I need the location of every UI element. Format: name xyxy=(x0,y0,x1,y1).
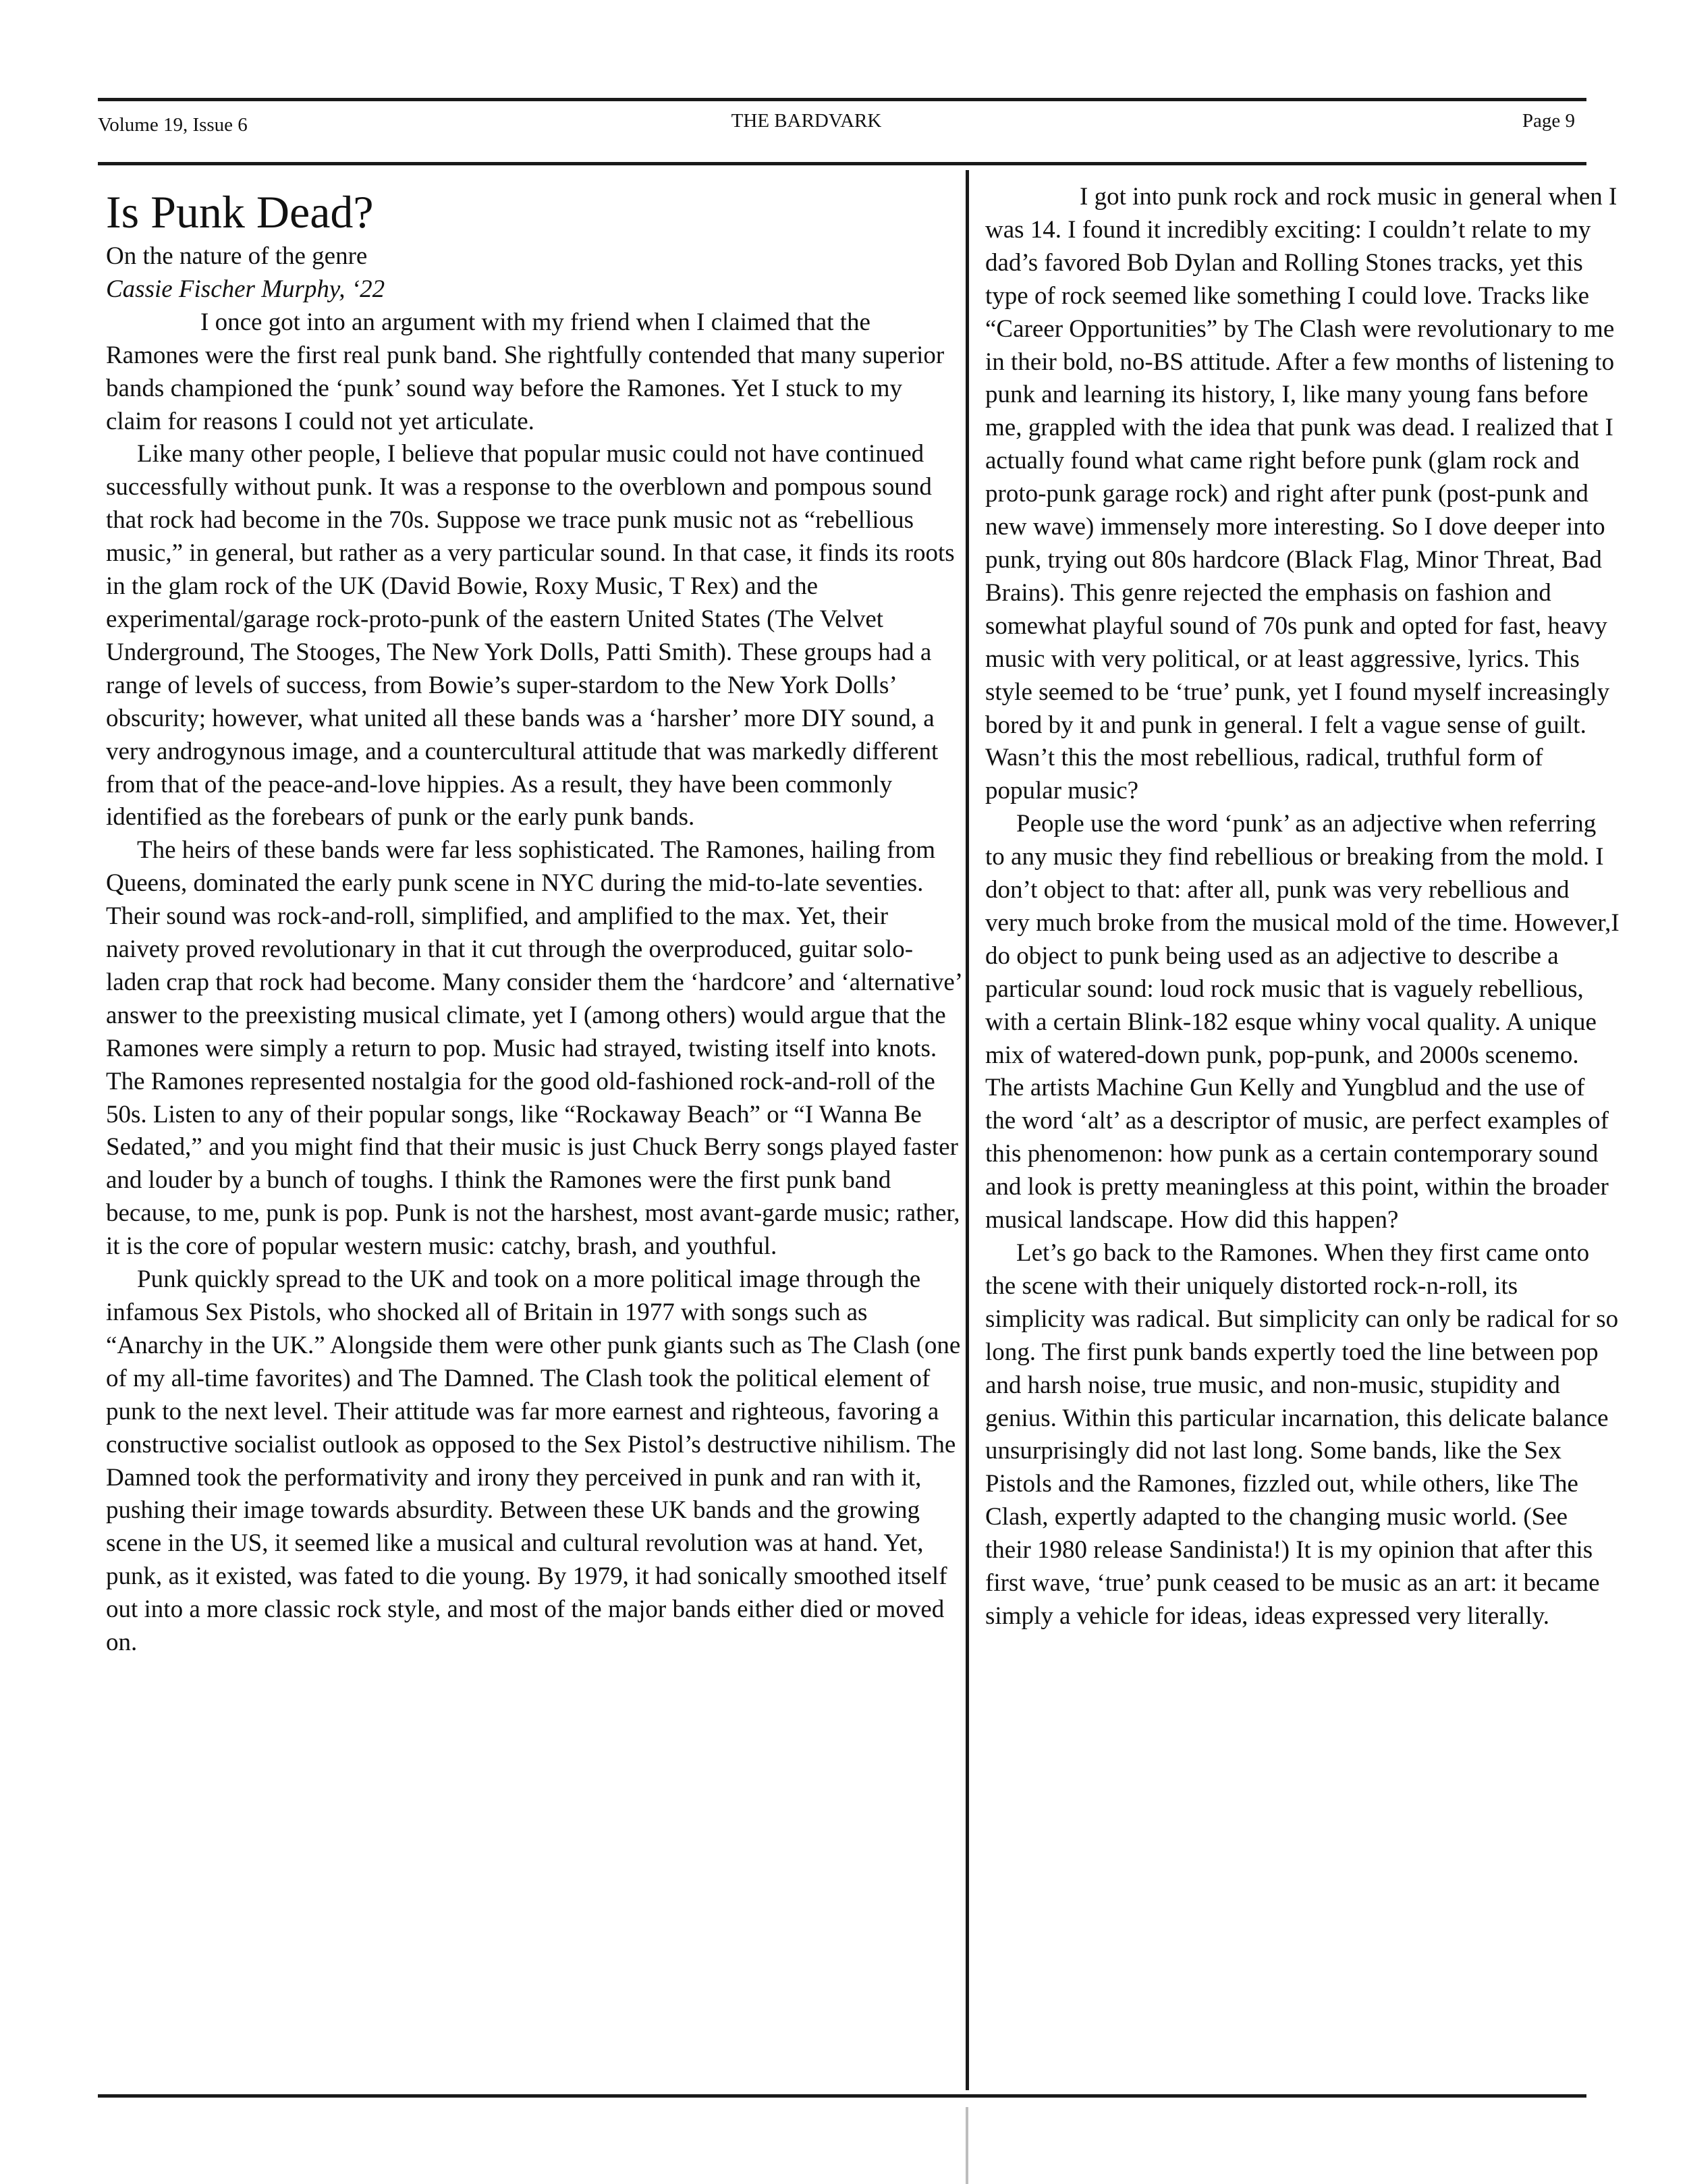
right-paragraph-1: I got into punk rock and rock music in general when I was 14. I found it incredibly exciting: I couldn’t relate to my dad’s favored Bob Dylan and Rolling Stones tracks, yet this type of rock seemed like something I could love. Tracks like “Career Opportunities” by The Clash were revolutionary to me in their bold, no-BS attitude. After a few months of listening to punk and learning its history, I, like many young fans before me, grappled with the idea that punk was dead. I realized that I actually found what came right before punk (glam rock and proto-punk garage rock) and right after punk (post-punk and new wave) immensely more interesting. So I dove deeper into punk, trying out 80s hardcore (Black Flag, Minor Threat, Bad Brains). This genre rejected the emphasis on fashion and somewhat playful sound of 70s punk and opted for fast, heavy music with very political, or at least aggressive, lyrics. This style seemed to be ‘true’ punk, yet I found myself increasingly bored by it and punk in general. I felt a vague sense of guilt. Wasn’t this the most rebellious, radical, truthful form of popular music? xyxy=(985,183,1617,805)
right-paragraph-3: Let’s go back to the Ramones. When they first came onto the scene with their uniquely distorted rock-n-roll, its simplicity was radical. But simplicity can only be radical for so long. The first punk bands expertly toed the line between pop and harsh noise, true music, and non-music, stupidity and genius. Within this particular incarnation, this delicate balance unsurprisingly did not last long. Some bands, like the Sex Pistols and the Ramones, fizzled out, while others, like The Clash, expertly adapted to the changing music world. (See their 1980 release Sandinista!) It is my opinion that after this first wave, ‘true’ punk ceased to be music as an art: it became simply a vehicle for ideas, ideas expressed very literally. xyxy=(985,1239,1619,1630)
article-byline: Cassie Fischer Murphy, ‘22 xyxy=(106,275,385,303)
left-paragraph-4: Punk quickly spread to the UK and took on a more political image through the infamous Sex Pistols, who shocked all of Britain in 1977 with songs such as “Anarchy in the UK.” Alongside them were other punk giants such as The Clash (one of my all-time favorites) and The Damned. The Clash took the political element of punk to the next level. Their attitude was far more earnest and righteous, favoring a constructive socialist outlook as opposed to the Sex Pistol’s destructive nihilism. The Damned took the performativity and irony they perceived in punk and ran with it, pushing their image towards absurdity. Between these UK bands and the growing scene in the US, it seemed like a musical and cultural revolution was at hand. Yet, punk, as it existed, was fated to die young. By 1979, it had sonically smoothed itself out into a more classic rock style, and most of the major bands either died or moved on. xyxy=(106,1265,961,1657)
right-column xyxy=(985,181,1620,1633)
article-title: Is Punk Dead? xyxy=(106,186,374,238)
left-paragraph-1: I once got into an argument with my friend when I claimed that the Ramones were the first real punk band. She rightfully contended that many superior bands championed the ‘punk’ sound way before the Ramones. Yet I stuck to my claim for reasons I could not yet articulate. xyxy=(106,308,945,435)
page-number: Page 9 xyxy=(1522,110,1575,132)
right-paragraph-2: People use the word ‘punk’ as an adjective when referring to any music they find rebellious or breaking from the mold. I don’t object to that: after all, punk was very rebellious and very much broke from the musical mold of the time. However,I do object to punk being used as an adjective to describe a particular sound: loud rock music that is vaguely rebellious, with a certain Blink-182 esque whiny vocal quality. A unique mix of watered-down punk, pop-punk, and 2000s scenemo. The artists Machine Gun Kelly and Yungblud and the use of the word ‘alt’ as a descriptor of music, are perfect examples of this phenomenon: how punk as a certain contemporary sound and look is pretty meaningless at this point, within the broader musical landscape. How did this happen? xyxy=(985,810,1620,1234)
column-divider-tail xyxy=(966,2107,968,2184)
header-top-rule xyxy=(98,98,1586,101)
header-bottom-rule xyxy=(98,162,1586,165)
left-paragraph-3: The heirs of these bands were far less sophisticated. The Ramones, hailing from Queens, dominated the early punk scene in NYC during the mid-to-late seventies. Their sound was rock-and-roll, simplified, and amplified to the max. Yet, their naivety proved revolutionary in that it cut through the overproduced, guitar solo-laden crap that rock had become. Many consider them the ‘hardcore’ and ‘alternative’ answer to the preexisting musical climate, yet I (among others) would argue that the Ramones were simply a return to pop. Music had strayed, twisting itself into knots. The Ramones represented nostalgia for the good old-fashioned rock-and-roll of the 50s. Listen to any of their popular songs, like “Rockaway Beach” or “I Wanna Be Sedated,” and you might find that their music is just Chuck Berry songs played faster and louder by a bunch of toughs. I think the Ramones were the first punk band because, to me, punk is pop. Punk is not the harshest, most avant-garde music; rather, it is the core of popular western music: catchy, brash, and youthful. xyxy=(106,836,962,1261)
column-divider xyxy=(966,170,969,2090)
footer-rule xyxy=(98,2094,1586,2098)
publication-name: THE BARDVARK xyxy=(731,110,882,132)
left-column xyxy=(106,184,962,1660)
article-subtitle: On the nature of the genre xyxy=(106,242,368,270)
volume-issue: Volume 19, Issue 6 xyxy=(98,114,248,136)
left-paragraph-2: Like many other people, I believe that popular music could not have continued successfully without punk. It was a response to the overblown and pompous sound that rock had become in the 70s. Suppose we trace punk music not as “rebellious music,” in general, but rather as a very particular sound. In that case, it finds its roots in the glam rock of the UK (David Bowie, Roxy Music, T Rex) and the experimental/garage rock-proto-punk of the eastern United States (The Velvet Underground, The Stooges, The New York Dolls, Patti Smith). These groups had a range of levels of success, from Bowie’s super-stardom to the New York Dolls’ obscurity; however, what united all these bands was a ‘harsher’ more DIY sound, a very androgynous image, and a countercultural attitude that was markedly different from that of the peace-and-love hippies. As a result, they have been commonly identified as the forebears of punk or the early punk bands. xyxy=(106,440,955,831)
